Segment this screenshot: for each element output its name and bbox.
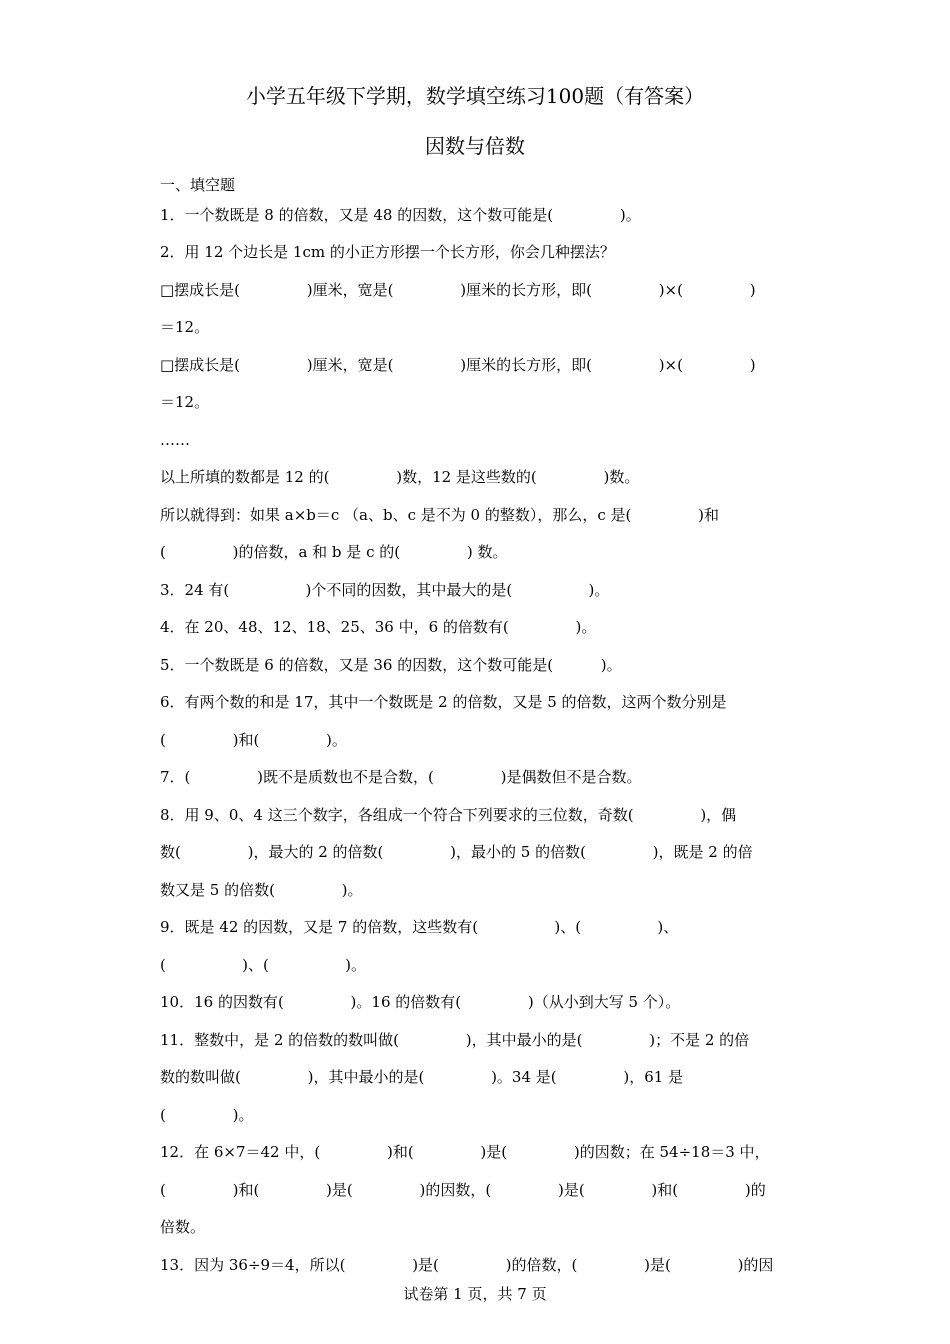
question-line: 12．在 6×7＝42 中，( )和( )是( )的因数；在 54÷18＝3 中， xyxy=(160,1143,770,1161)
question-line: 数的数叫做( )，其中最小的是( )。34 是( )，61 是 xyxy=(160,1068,684,1086)
question-line: 3．24 有( )个不同的因数，其中最大的是( )。 xyxy=(160,581,610,599)
question-line: 8．用 9、0、4 这三个数字，各组成一个符合下列要求的三位数，奇数( )，偶 xyxy=(160,806,737,824)
question-line: 倍数。 xyxy=(160,1218,206,1236)
question-line: ( )。 xyxy=(160,1106,254,1124)
question-line: ( )、( )。 xyxy=(160,956,366,974)
question-line: 1．一个数既是 8 的倍数，又是 48 的因数，这个数可能是( )。 xyxy=(160,206,641,224)
section-heading: 一、填空题 xyxy=(160,176,236,194)
question-line: 13．因为 36÷9＝4，所以( )是( )的倍数，( )是( )的因 xyxy=(160,1256,774,1274)
question-line: ＝12。 xyxy=(160,393,210,411)
page-subtitle: 因数与倍数 xyxy=(425,134,525,158)
question-line: 以上所填的数都是 12 的( )数，12 是这些数的( )数。 xyxy=(160,468,640,486)
page-footer: 试卷第 1 页，共 7 页 xyxy=(403,1285,547,1303)
page-title: 小学五年级下学期，数学填空练习100题（有答案） xyxy=(245,84,705,108)
question-line: ( )和( )是( )的因数，( )是( )和( )的 xyxy=(160,1181,766,1199)
question-line: □摆成长是( )厘米，宽是( )厘米的长方形，即( )×( ) xyxy=(160,356,756,374)
question-line: 9．既是 42 的因数，又是 7 的倍数，这些数有( )、( )、 xyxy=(160,918,679,936)
question-line: 10．16 的因数有( )。16 的倍数有( )（从小到大写 5 个）。 xyxy=(160,993,681,1011)
question-line: 数又是 5 的倍数( )。 xyxy=(160,881,363,899)
question-line: 6．有两个数的和是 17，其中一个数既是 2 的倍数，又是 5 的倍数，这两个数分别是 xyxy=(160,693,727,711)
question-line: …… xyxy=(160,431,190,449)
question-line: 5．一个数既是 6 的倍数，又是 36 的因数，这个数可能是( )。 xyxy=(160,656,622,674)
question-line: 11．整数中，是 2 的倍数的数叫做( )，其中最小的是( )；不是 2 的倍 xyxy=(160,1031,750,1049)
question-line: 4．在 20、48、12、18、25、36 中，6 的倍数有( )。 xyxy=(160,618,597,636)
question-line: 所以就得到：如果 a×b＝c （a、b、c 是不为 0 的整数），那么，c 是( )和 xyxy=(160,506,719,524)
question-line: ( )的倍数，a 和 b 是 c 的( ) 数。 xyxy=(160,543,508,561)
question-line: □摆成长是( )厘米，宽是( )厘米的长方形，即( )×( ) xyxy=(160,281,756,299)
question-line: ( )和( )。 xyxy=(160,731,347,749)
question-line: ＝12。 xyxy=(160,318,210,336)
question-line: 7．( )既不是质数也不是合数，( )是偶数但不是合数。 xyxy=(160,768,642,786)
question-line: 2．用 12 个边长是 1cm 的小正方形摆一个长方形，你会几种摆法？ xyxy=(160,243,615,261)
question-line: 数( )，最大的 2 的倍数( )，最小的 5 的倍数( )，既是 2 的倍 xyxy=(160,843,753,861)
